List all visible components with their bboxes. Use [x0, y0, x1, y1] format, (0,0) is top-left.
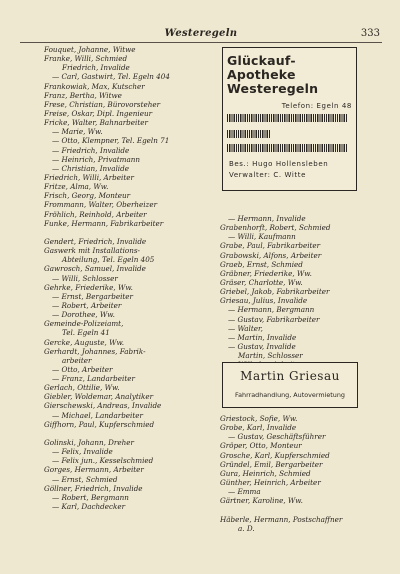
- directory-entry: — Gustav, Geschäftsführer: [228, 432, 326, 442]
- page-number: 333: [360, 28, 380, 39]
- directory-entry: Friedrich, Willi, Arbeiter: [44, 172, 134, 182]
- directory-entry: — Walter,: [228, 323, 263, 333]
- directory-entry: Gemeinde-Polizeiamt,: [44, 319, 124, 329]
- directory-entry: — Heinrich, Privatmann: [52, 154, 141, 164]
- directory-entry: Gärtner, Karoline, Ww.: [220, 496, 303, 506]
- directory-entry: Griestock, Sofie, Ww.: [220, 414, 298, 423]
- directory-entry: — Martin, Invalide: [228, 332, 297, 342]
- directory-entry: — Franz, Landarbeiter: [52, 374, 135, 384]
- directory-entry: — Hermann, Invalide: [228, 214, 306, 223]
- directory-entry: Giffhorn, Paul, Kupferschmied: [44, 419, 155, 429]
- entry-spacer: [44, 429, 214, 438]
- directory-entry: Freise, Oskar, Dipl. Ingenieur: [44, 108, 153, 118]
- directory-entry: — Michael, Landarbeiter: [52, 410, 143, 420]
- directory-entry: — Hermann, Bergmann: [228, 305, 315, 315]
- directory-entry: — Gustav, Invalide: [228, 341, 296, 351]
- directory-entry: Gawrosch, Samuel, Invalide: [44, 264, 146, 274]
- directory-entry: Gehrke, Friederike, Ww.: [44, 282, 133, 292]
- directory-entry: — Ernst, Bergarbeiter: [52, 291, 133, 301]
- directory-entry: — Felix, Invalide: [52, 447, 113, 457]
- directory-entry: — Karl, Dachdecker: [52, 502, 126, 512]
- page-title: Westeregeln: [164, 28, 238, 39]
- directory-entry: — Friedrich, Invalide: [52, 145, 130, 155]
- directory-entry: Frankowiak, Max, Kutscher: [44, 81, 145, 91]
- directory-entry: Friedrich, Invalide: [62, 63, 130, 73]
- ad-apotheke-telephone: Telefon: Egeln 48: [281, 102, 352, 110]
- directory-entry: Häberle, Hermann, Postschaffner: [220, 514, 343, 524]
- directory-entry: Gaswerk mit Installations-: [44, 246, 140, 256]
- directory-entry: Gräser, Charlotte, Ww.: [220, 277, 303, 287]
- directory-entry: Gercke, Auguste, Ww.: [44, 337, 125, 347]
- ad-apotheke-line3: Westeregeln: [227, 81, 319, 96]
- directory-entry: — Gustav, Fabrikarbeiter: [228, 314, 320, 324]
- directory-entry: Franz, Bertha, Witwe: [44, 90, 122, 100]
- directory-entry: Gerhardt, Johannes, Fabrik-: [44, 346, 146, 356]
- directory-entry: Graeb, Ernst, Schmied: [220, 259, 303, 269]
- decorative-stripe: [227, 130, 271, 138]
- directory-entry: Frommann, Walter, Oberheizer: [44, 200, 158, 210]
- ad-apotheke-line2: Apotheke: [227, 67, 296, 82]
- directory-entry: Frese, Christian, Bürovorsteher: [44, 99, 161, 109]
- ad-griesau-name: Martin Griesau: [240, 369, 340, 383]
- directory-entry: arbeiter: [62, 355, 92, 365]
- directory-entry: Grabowski, Alfons, Arbeiter: [220, 250, 322, 260]
- directory-entry: Gura, Heinrich, Schmied: [220, 468, 311, 478]
- entry-spacer: [220, 505, 380, 514]
- directory-entry: Gründel, Emil, Bergarbeiter: [220, 459, 323, 469]
- directory-entry: Gierschewski, Andreas, Invalide: [44, 401, 162, 411]
- right-column-bottom: [220, 414, 380, 533]
- directory-entry: — Willi, Schlosser: [52, 273, 118, 283]
- directory-entry: a. D.: [238, 523, 255, 533]
- directory-entry: Golinski, Johann, Dreher: [44, 438, 134, 448]
- directory-entry: Gorges, Hermann, Arbeiter: [44, 465, 144, 475]
- directory-entry: — Christian, Invalide: [52, 163, 129, 173]
- directory-entry: — Carl, Gastwirt, Tel. Egeln 404: [52, 72, 170, 82]
- directory-entry: Gräbner, Friederike, Ww.: [220, 268, 312, 278]
- directory-entry: Fröhlich, Reinhold, Arbeiter: [44, 209, 147, 219]
- page-header: [20, 26, 382, 43]
- directory-entry: Fricke, Walter, Bahnarbeiter: [44, 118, 148, 128]
- directory-entry: Gendert, Friedrich, Invalide: [44, 236, 147, 246]
- directory-entry: — Willi, Kaufmann: [228, 232, 296, 242]
- directory-entry: Abteilung, Tel. Egeln 405: [62, 255, 155, 265]
- directory-entry: Fritze, Alma, Ww.: [44, 182, 109, 192]
- directory-entry: Günther, Heinrich, Arbeiter: [220, 477, 321, 487]
- right-column-top: [220, 214, 380, 369]
- directory-entry: Grabenhorft, Robert, Schmied: [220, 223, 331, 233]
- ad-griesau-subtitle: Fahrradhandlung, Autovermietung: [235, 391, 345, 399]
- directory-entry: Franke, Willi, Schmied: [44, 54, 128, 64]
- directory-entry: Grabe, Paul, Fabrikarbeiter: [220, 241, 321, 251]
- directory-entry: Grosche, Karl, Kupferschmied: [220, 450, 330, 460]
- directory-entry: — Robert, Bergmann: [52, 492, 129, 502]
- directory-entry: — Otto, Klempner, Tel. Egeln 71: [52, 136, 170, 146]
- ad-apotheke-owner: Bes.: Hugo Hollensleben: [229, 160, 329, 168]
- entry-spacer: [44, 228, 214, 237]
- directory-entry: Fouquet, Johanne, Witwe: [44, 45, 136, 54]
- directory-entry: Göllner, Friedrich, Invalide: [44, 483, 143, 493]
- directory-entry: Tel. Egeln 41: [62, 328, 110, 338]
- decorative-stripe: [227, 114, 347, 122]
- directory-entry: — Dorothee, Ww.: [52, 310, 115, 320]
- directory-entry: — Emma: [228, 487, 261, 497]
- directory-entry: Frisch, Georg, Monteur: [44, 191, 131, 201]
- griesau-advertisement: [222, 362, 358, 408]
- directory-entry: — Robert, Arbeiter: [52, 300, 122, 310]
- directory-entry: Grobe, Karl, Invalide: [220, 423, 297, 433]
- ad-apotheke-line1: Glückauf-: [227, 53, 296, 68]
- directory-entry: — Felix jun., Kesselschmied: [52, 456, 154, 466]
- directory-entry: Gröper, Otto, Monteur: [220, 441, 302, 451]
- apotheke-advertisement: [222, 47, 357, 191]
- directory-entry: — Otto, Arbeiter: [52, 364, 113, 374]
- directory-entry: Funke, Hermann, Fabrikarbeiter: [44, 218, 164, 228]
- left-column: [44, 45, 214, 511]
- ad-apotheke-manager: Verwalter: C. Witte: [229, 171, 307, 179]
- directory-entry: Griebel, Jakob, Fabrikarbeiter: [220, 287, 330, 297]
- directory-entry: — Marie, Ww.: [52, 127, 103, 137]
- directory-entry: Gerlach, Ottilie, Ww.: [44, 383, 120, 393]
- directory-entry: — Ernst, Schmied: [52, 474, 118, 484]
- directory-entry: Martin, Schlosser: [238, 351, 303, 361]
- directory-entry: Giebler, Woldemar, Analytiker: [44, 392, 154, 402]
- decorative-stripe: [227, 144, 347, 152]
- directory-entry: Griesau, Julius, Invalide: [220, 296, 308, 306]
